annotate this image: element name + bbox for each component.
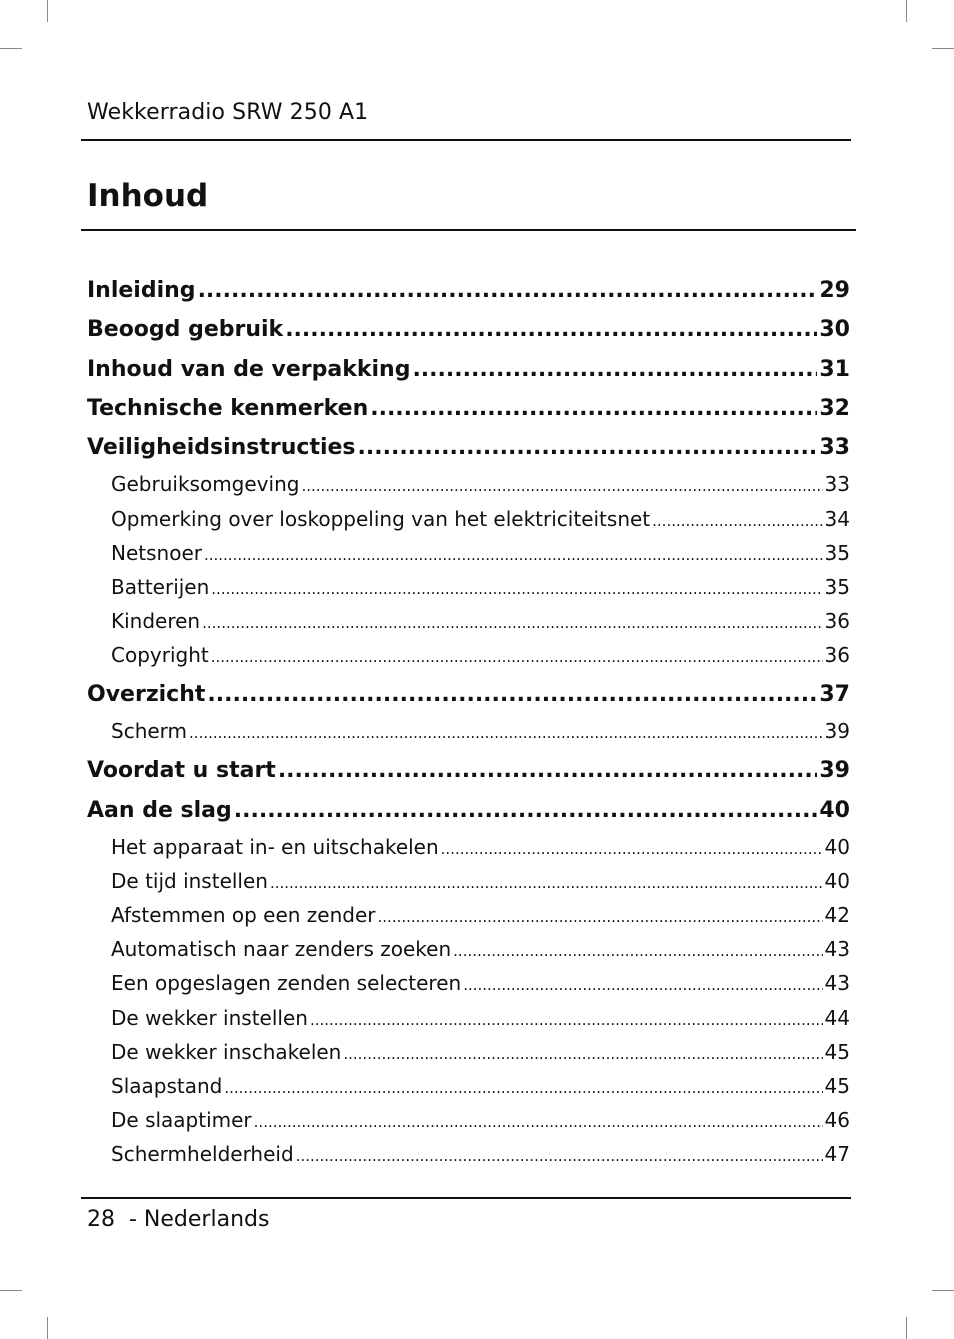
toc-entry-chapter[interactable] — [87, 389, 850, 428]
toc-entry-page: 29 — [819, 278, 850, 303]
toc-entry-section[interactable] — [87, 898, 850, 932]
toc-entry-label: Schermhelderheid — [111, 1141, 294, 1166]
toc-entry-page: 35 — [824, 540, 850, 565]
toc-entry-page: 40 — [824, 869, 850, 894]
toc-entry-page: 43 — [824, 971, 850, 996]
toc-entry-chapter[interactable] — [87, 350, 850, 389]
page-title: Inhoud — [87, 178, 209, 214]
toc-entry-label: Het apparaat in- en uitschakelen — [111, 835, 439, 860]
toc-entry-label: Copyright — [111, 642, 209, 667]
toc-entry-page: 30 — [819, 317, 850, 343]
toc-entry-section[interactable] — [87, 932, 850, 966]
dot-leader — [412, 350, 817, 389]
crop-mark — [47, 1317, 48, 1339]
footer-language: - Nederlands — [129, 1207, 270, 1232]
dot-leader — [301, 469, 822, 501]
toc-entry-label: De slaaptimer — [111, 1107, 252, 1132]
dot-leader — [211, 640, 823, 672]
toc-entry-page: 43 — [824, 937, 850, 962]
toc-entry-section[interactable] — [87, 467, 850, 501]
dot-leader — [189, 716, 823, 748]
toc-entry-page: 36 — [824, 608, 850, 633]
dot-leader — [378, 900, 823, 932]
dot-leader — [211, 572, 822, 604]
dot-leader — [207, 675, 817, 714]
dot-leader — [441, 832, 823, 864]
dot-leader — [358, 428, 818, 467]
dot-leader — [310, 1003, 823, 1035]
dot-leader — [234, 791, 818, 830]
toc-entry-section[interactable] — [87, 1069, 850, 1103]
dot-leader — [202, 606, 822, 638]
crop-mark — [932, 48, 954, 49]
toc-entry-chapter[interactable] — [87, 791, 850, 830]
dot-leader — [278, 751, 818, 790]
toc-entry-label: Afstemmen op een zender — [111, 903, 376, 928]
dot-leader — [370, 389, 817, 428]
toc-entry-label: De wekker inschakelen — [111, 1039, 342, 1064]
toc-entry-page: 40 — [824, 835, 850, 860]
running-header: Wekkerradio SRW 250 A1 — [87, 100, 369, 125]
page-number: 28 — [87, 1207, 115, 1232]
toc-entry-page: 37 — [819, 682, 850, 708]
toc-entry-label: Netsnoer — [111, 540, 202, 565]
toc-entry-label: Gebruiksomgeving — [111, 472, 300, 497]
toc-entry-label: Opmerking over loskoppeling van het elektriciteitsnet — [111, 506, 651, 531]
toc-entry-page: 45 — [824, 1073, 850, 1098]
toc-entry-chapter[interactable] — [87, 751, 850, 790]
toc-entry-section[interactable] — [87, 1035, 850, 1069]
toc-entry-label: Scherm — [111, 719, 188, 744]
toc-entry-page: 44 — [824, 1005, 850, 1030]
toc-entry-chapter[interactable] — [87, 271, 850, 310]
crop-mark — [906, 0, 907, 22]
dot-leader — [463, 968, 822, 1000]
dot-leader — [198, 271, 818, 310]
dot-leader — [270, 866, 823, 898]
toc-entry-label: De tijd instellen — [111, 869, 268, 894]
toc-entry-chapter[interactable] — [87, 310, 850, 349]
toc-entry-section[interactable] — [87, 1137, 850, 1171]
toc-entry-label: Automatisch naar zenders zoeken — [111, 937, 452, 962]
crop-mark — [0, 48, 22, 49]
crop-mark — [47, 0, 48, 22]
toc-entry-page: 31 — [819, 356, 850, 382]
toc-entry-chapter[interactable] — [87, 675, 850, 714]
toc-entry-section[interactable] — [87, 864, 850, 898]
toc-entry-chapter[interactable] — [87, 428, 850, 467]
footer-rule — [81, 1197, 851, 1199]
dot-leader — [296, 1139, 823, 1171]
toc-entry-page: 47 — [824, 1141, 850, 1166]
toc-entry-label: Veiligheidsinstructies — [87, 435, 356, 461]
toc-entry-label: Aan de slag — [87, 797, 232, 823]
toc-entry-label: Slaapstand — [111, 1073, 223, 1098]
toc-entry-section[interactable] — [87, 830, 850, 864]
toc-entry-page: 42 — [824, 903, 850, 928]
toc-entry-section[interactable] — [87, 570, 850, 604]
crop-mark — [0, 1290, 22, 1291]
toc-entry-page: 34 — [824, 506, 850, 531]
toc-entry-page: 40 — [819, 797, 850, 823]
toc-entry-section[interactable] — [87, 604, 850, 638]
toc-entry-section[interactable] — [87, 1103, 850, 1137]
toc-entry-section[interactable] — [87, 1001, 850, 1035]
table-of-contents — [87, 271, 850, 1171]
crop-mark — [932, 1290, 954, 1291]
toc-entry-label: Inhoud van de verpakking — [87, 356, 411, 382]
toc-entry-section[interactable] — [87, 966, 850, 1000]
toc-entry-label: Een opgeslagen zenden selecteren — [111, 971, 462, 996]
toc-entry-page: 33 — [824, 472, 850, 497]
page-footer — [87, 1207, 269, 1232]
toc-entry-label: Beoogd gebruik — [87, 317, 284, 343]
toc-entry-label: Inleiding — [87, 278, 196, 303]
toc-entry-label: Technische kenmerken — [87, 395, 369, 421]
dot-leader — [285, 310, 817, 349]
toc-entry-page: 39 — [819, 758, 850, 784]
toc-entry-page: 36 — [824, 642, 850, 667]
toc-entry-page: 32 — [819, 395, 850, 421]
dot-leader — [224, 1071, 822, 1103]
title-rule — [81, 229, 856, 231]
toc-entry-page: 46 — [824, 1107, 850, 1132]
dot-leader — [453, 934, 822, 966]
crop-mark — [906, 1317, 907, 1339]
toc-entry-label: Overzicht — [87, 682, 206, 708]
toc-entry-page: 45 — [824, 1039, 850, 1064]
dot-leader — [652, 504, 822, 536]
toc-entry-label: Batterijen — [111, 574, 210, 599]
toc-entry-page: 39 — [824, 719, 850, 744]
toc-entry-label: De wekker instellen — [111, 1005, 308, 1030]
header-rule — [81, 139, 851, 141]
toc-entry-section[interactable] — [87, 502, 850, 536]
dot-leader — [343, 1037, 822, 1069]
dot-leader — [254, 1105, 823, 1137]
dot-leader — [204, 538, 823, 570]
toc-entry-page: 35 — [824, 574, 850, 599]
toc-entry-section[interactable] — [87, 638, 850, 672]
toc-entry-page: 33 — [819, 435, 850, 461]
toc-entry-section[interactable] — [87, 536, 850, 570]
toc-entry-section[interactable] — [87, 714, 850, 748]
toc-entry-label: Voordat u start — [87, 758, 276, 784]
toc-entry-label: Kinderen — [111, 608, 201, 633]
